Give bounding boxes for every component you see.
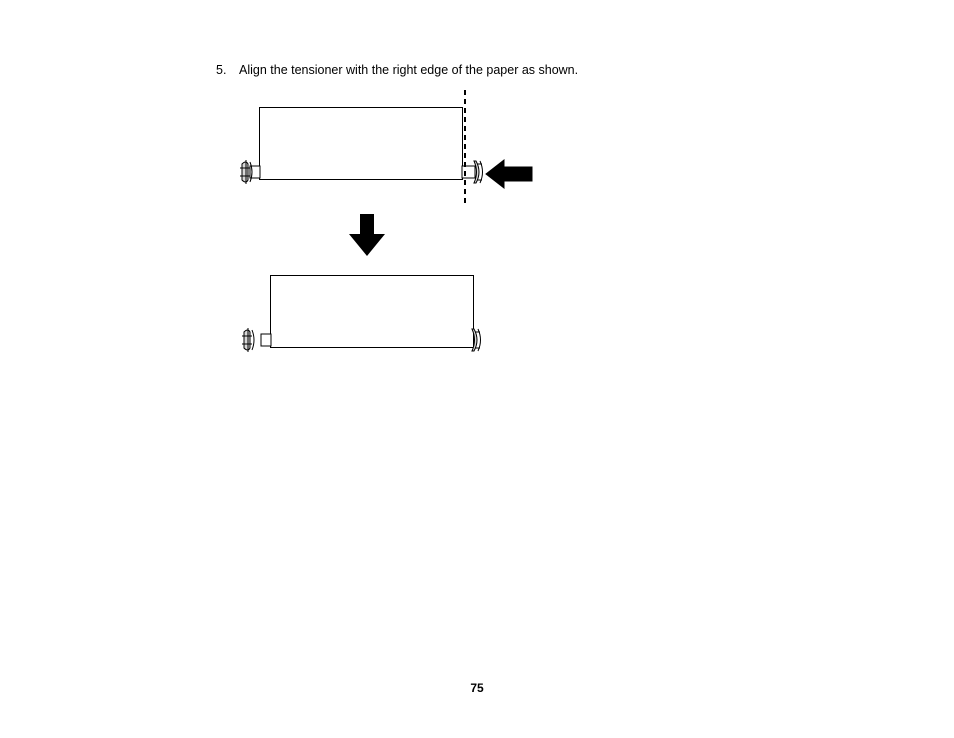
down-arrow-icon: [349, 214, 385, 256]
paper-sheet-before: [260, 108, 463, 180]
step-instruction: [216, 62, 578, 78]
step-number: 5.: [216, 63, 227, 77]
tensioner-alignment-illustration: [236, 88, 536, 356]
page-number: 75: [470, 681, 484, 695]
pointing-arrow-icon: [486, 160, 532, 188]
after-state: [242, 276, 481, 353]
roll-holder-left-after-icon: [242, 328, 271, 352]
paper-sheet-after: [271, 276, 474, 348]
roll-holder-left-icon: [240, 160, 260, 184]
before-state: [240, 90, 532, 206]
step-text: Align the tensioner with the right edge of the paper as shown.: [239, 63, 579, 77]
